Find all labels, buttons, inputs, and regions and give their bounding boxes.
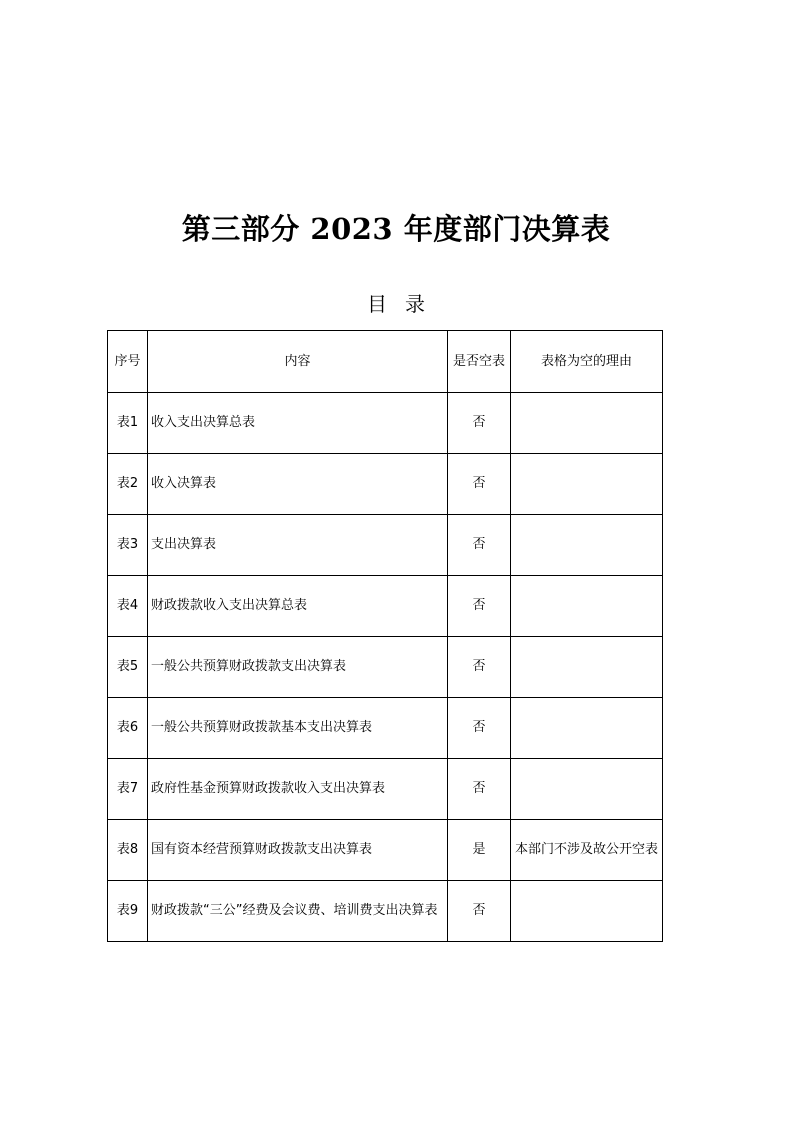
row-is-empty: 否 bbox=[448, 515, 511, 576]
table-row bbox=[108, 393, 663, 454]
row-no: 表6 bbox=[108, 698, 148, 759]
row-no: 表9 bbox=[108, 881, 148, 942]
row-is-empty: 否 bbox=[448, 393, 511, 454]
table-row bbox=[108, 637, 663, 698]
table-row bbox=[108, 576, 663, 637]
row-content: 政府性基金预算财政拨款收入支出决算表 bbox=[148, 759, 448, 820]
table-row bbox=[108, 698, 663, 759]
row-reason bbox=[511, 637, 663, 698]
table-row bbox=[108, 881, 663, 942]
row-reason bbox=[511, 454, 663, 515]
toc-table bbox=[107, 330, 663, 942]
row-content: 国有资本经营预算财政拨款支出决算表 bbox=[148, 820, 448, 881]
row-is-empty: 否 bbox=[448, 698, 511, 759]
row-is-empty: 是 bbox=[448, 820, 511, 881]
row-reason bbox=[511, 881, 663, 942]
header-no: 序号 bbox=[108, 331, 148, 393]
header-is-empty: 是否空表 bbox=[448, 331, 511, 393]
header-content: 内容 bbox=[148, 331, 448, 393]
row-no: 表3 bbox=[108, 515, 148, 576]
table-row bbox=[108, 454, 663, 515]
row-no: 表7 bbox=[108, 759, 148, 820]
row-is-empty: 否 bbox=[448, 759, 511, 820]
table-row bbox=[108, 515, 663, 576]
row-content: 财政拨款收入支出决算总表 bbox=[148, 576, 448, 637]
row-no: 表4 bbox=[108, 576, 148, 637]
page-title: 第三部分 2023 年度部门决算表 bbox=[181, 212, 611, 246]
table-header-row bbox=[108, 331, 663, 393]
row-reason bbox=[511, 393, 663, 454]
row-reason bbox=[511, 759, 663, 820]
row-content: 支出决算表 bbox=[148, 515, 448, 576]
row-is-empty: 否 bbox=[448, 881, 511, 942]
header-reason: 表格为空的理由 bbox=[511, 331, 663, 393]
row-is-empty: 否 bbox=[448, 637, 511, 698]
row-no: 表8 bbox=[108, 820, 148, 881]
table-of-contents-heading: 目录 bbox=[367, 292, 443, 316]
row-no: 表5 bbox=[108, 637, 148, 698]
row-content: 收入支出决算总表 bbox=[148, 393, 448, 454]
row-is-empty: 否 bbox=[448, 454, 511, 515]
row-content: 财政拨款“三公”经费及会议费、培训费支出决算表 bbox=[148, 881, 448, 942]
row-reason bbox=[511, 576, 663, 637]
row-reason: 本部门不涉及故公开空表 bbox=[511, 820, 663, 881]
row-no: 表2 bbox=[108, 454, 148, 515]
table-row bbox=[108, 759, 663, 820]
row-content: 收入决算表 bbox=[148, 454, 448, 515]
row-is-empty: 否 bbox=[448, 576, 511, 637]
row-reason bbox=[511, 515, 663, 576]
row-content: 一般公共预算财政拨款支出决算表 bbox=[148, 637, 448, 698]
row-reason bbox=[511, 698, 663, 759]
row-no: 表1 bbox=[108, 393, 148, 454]
table-row bbox=[108, 820, 663, 881]
row-content: 一般公共预算财政拨款基本支出决算表 bbox=[148, 698, 448, 759]
